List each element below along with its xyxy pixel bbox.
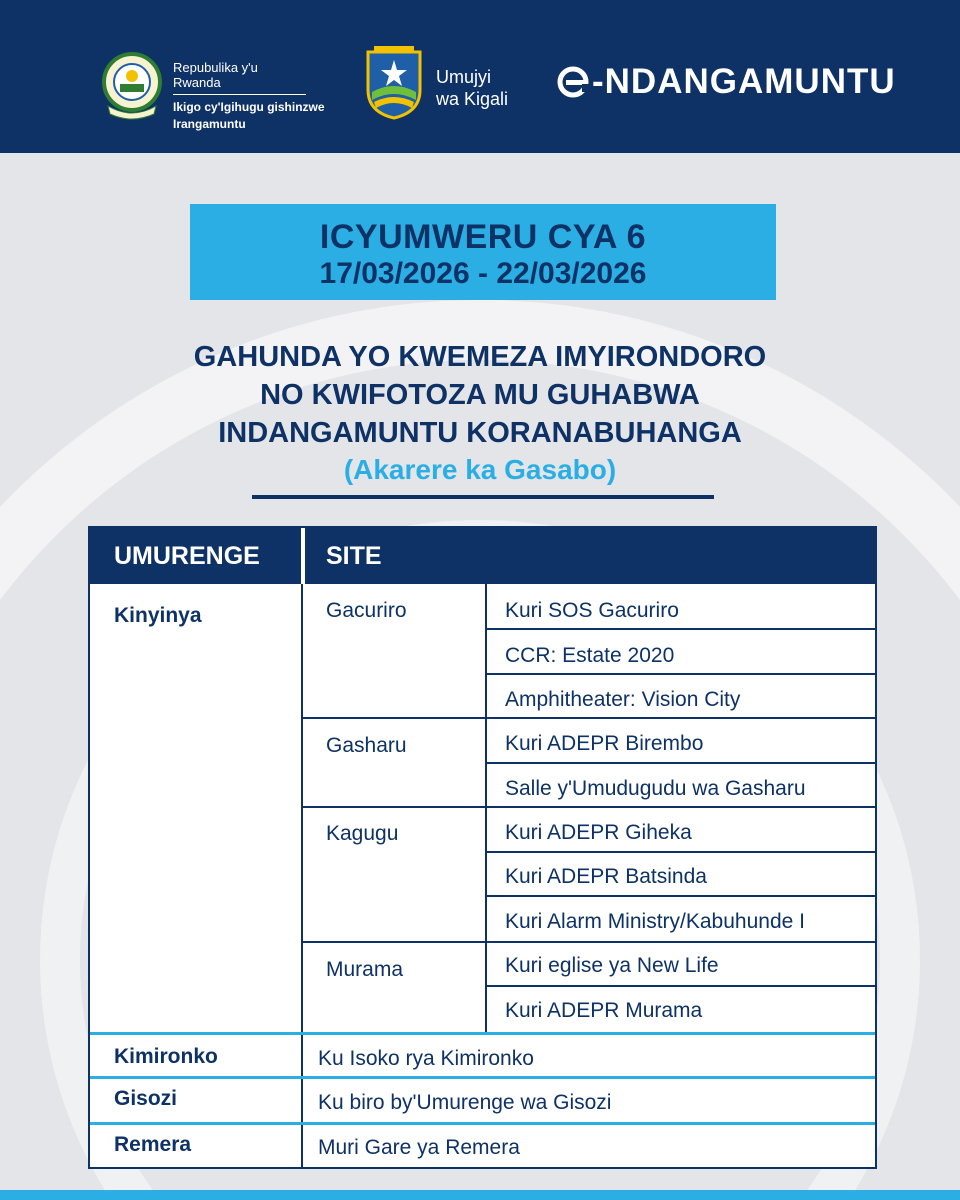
kigali-line-1: Umujyi [436, 67, 492, 87]
week-dates: 17/03/2026 - 22/03/2026 [319, 257, 647, 290]
site-item: Kuri ADEPR Murama [505, 999, 703, 1022]
site-item: Kuri ADEPR Giheka [505, 821, 692, 844]
sector-remera: Remera [114, 1133, 192, 1156]
institution-text [173, 60, 325, 131]
e-ndangamuntu-logo [556, 62, 896, 102]
row-divider [485, 762, 877, 764]
site-item: Amphitheater: Vision City [505, 688, 741, 711]
kigali-text [436, 66, 508, 110]
e-letter-icon [556, 65, 590, 99]
district-subtitle: (Akarere ka Gasabo) [343, 454, 617, 485]
cell-gacuriro: Gacuriro [326, 599, 407, 622]
gov-line-3: Irangamuntu [173, 117, 246, 131]
row-divider [485, 851, 877, 853]
title-line-2: NO KWIFOTOZA MU GUHABWA [260, 379, 700, 411]
gov-line-1: Repubulika y'u Rwanda [173, 60, 306, 95]
sector-kinyinya: Kinyinya [114, 604, 202, 627]
kigali-city-logo-icon [360, 42, 428, 120]
header-site: SITE [326, 542, 382, 570]
site-item: Ku biro by'Umurenge wa Gisozi [318, 1091, 612, 1114]
header-umurenge: UMURENGE [114, 542, 260, 570]
row-divider [301, 941, 877, 943]
column-divider [301, 584, 303, 1169]
week-title: ICYUMWERU CYA 6 [319, 218, 647, 256]
row-divider [485, 673, 877, 675]
gov-line-2: Ikigo cy'Igihugu gishinzwe [173, 100, 325, 114]
header-separator [301, 528, 305, 584]
title-line-1: GAHUNDA YO KWEMEZA IMYIRONDORO [193, 341, 767, 373]
title-divider [252, 495, 714, 499]
site-item: Ku Isoko rya Kimironko [318, 1047, 534, 1070]
column-divider [485, 584, 487, 1032]
cell-kagugu: Kagugu [326, 822, 399, 845]
sector-divider [90, 1032, 875, 1035]
site-item: Salle y'Umudugudu wa Gasharu [505, 777, 806, 800]
page-title [100, 338, 860, 452]
site-item: Kuri ADEPR Batsinda [505, 865, 707, 888]
brand-text: -NDANGAMUNTU [592, 62, 896, 101]
table-header [90, 528, 875, 584]
site-item: Kuri SOS Gacuriro [505, 599, 679, 622]
site-item: CCR: Estate 2020 [505, 644, 675, 667]
schedule-table [88, 526, 877, 1169]
site-item: Kuri ADEPR Birembo [505, 732, 704, 755]
footer-bar [0, 1190, 960, 1200]
sector-divider [90, 1122, 875, 1125]
sector-divider [90, 1076, 875, 1079]
cell-murama: Murama [326, 958, 404, 981]
sector-gisozi: Gisozi [114, 1087, 178, 1110]
site-item: Kuri Alarm Ministry/Kabuhunde I [505, 910, 805, 933]
title-line-3: INDANGAMUNTU KORANABUHANGA [218, 417, 742, 449]
row-divider [485, 895, 877, 897]
header-banner [0, 0, 960, 153]
row-divider [485, 628, 877, 630]
row-divider [301, 806, 877, 808]
cell-gasharu: Gasharu [326, 734, 407, 757]
row-divider [485, 985, 877, 987]
site-item: Muri Gare ya Remera [318, 1136, 520, 1159]
kigali-line-2: wa Kigali [436, 89, 509, 109]
rwanda-emblem-icon [102, 48, 162, 120]
row-divider [301, 717, 877, 719]
site-item: Kuri eglise ya New Life [505, 954, 719, 977]
sector-kimironko: Kimironko [114, 1045, 218, 1068]
week-box [190, 204, 776, 300]
